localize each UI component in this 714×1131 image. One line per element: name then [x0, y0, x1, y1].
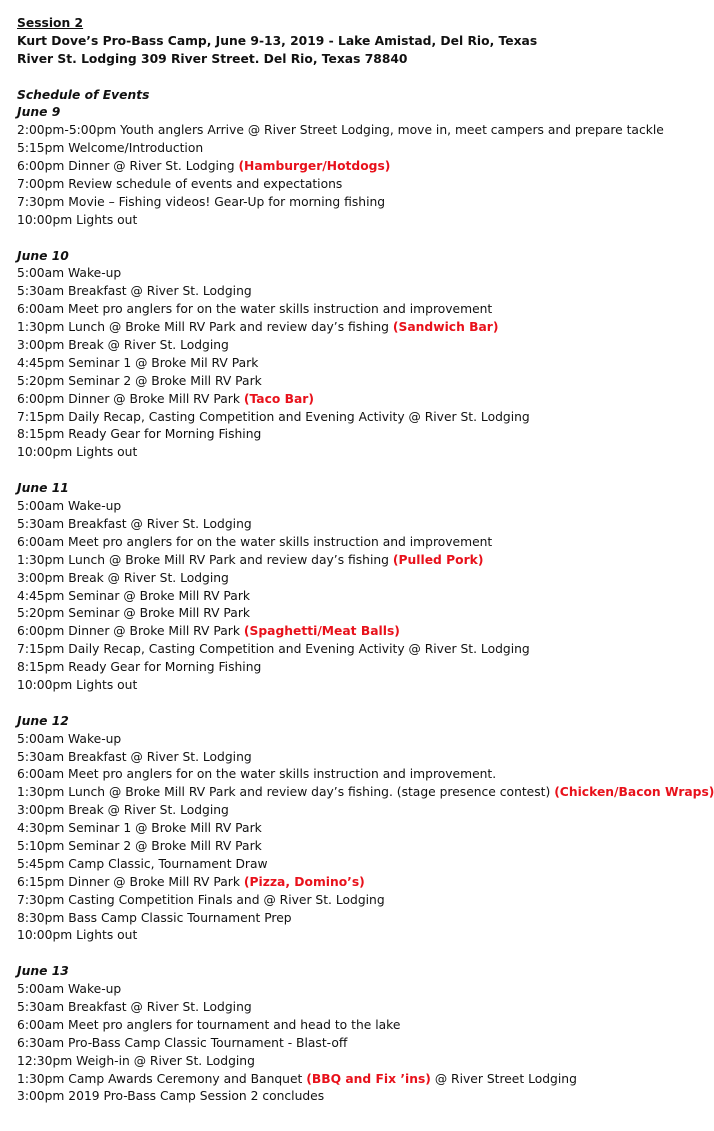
meal-highlight: (BBQ and Fix ’ins) — [306, 1071, 431, 1086]
spacer — [17, 69, 669, 87]
event-line — [17, 820, 669, 838]
event-line — [17, 605, 669, 623]
lodging-address: River St. Lodging 309 River Street. Del Rio, Texas 78840 — [17, 51, 408, 66]
event-text: 2:00pm-5:00pm Youth anglers Arrive @ River Street Lodging, move in, meet campers and prepare tackle — [17, 123, 664, 138]
event-line — [17, 552, 669, 570]
event-line — [17, 516, 669, 534]
event-text: 5:15pm Welcome/Introduction — [17, 141, 204, 156]
session-heading: Session 2 — [17, 16, 84, 30]
event-text: 1:30pm Lunch @ Broke Mill RV Park and review day’s fishing — [17, 320, 393, 335]
event-text: 5:30am Breakfast @ River St. Lodging — [17, 284, 252, 299]
event-line — [17, 874, 669, 892]
event-line — [17, 1088, 669, 1106]
event-text: 6:00pm Dinner @ Broke Mill RV Park — [17, 624, 244, 639]
schedule-title: Schedule of Events — [17, 87, 150, 102]
event-line — [17, 570, 669, 588]
schedule-days — [17, 104, 714, 1106]
event-line — [17, 337, 669, 355]
event-text: 8:15pm Ready Gear for Morning Fishing — [17, 427, 262, 442]
event-line — [17, 677, 669, 695]
event-line — [17, 426, 669, 444]
event-text: 6:00am Meet pro anglers for on the water skills instruction and improvement — [17, 534, 493, 549]
event-text: 5:20pm Seminar @ Broke Mill RV Park — [17, 606, 251, 621]
event-text: 5:30am Breakfast @ River St. Lodging — [17, 749, 252, 764]
event-text: 3:00pm Break @ River St. Lodging — [17, 570, 229, 585]
event-line — [17, 731, 669, 749]
event-line — [17, 856, 669, 874]
event-text: 5:00am Wake-up — [17, 731, 122, 746]
event-line — [17, 122, 669, 140]
day-label: June 9 — [17, 105, 61, 120]
event-text: 1:30pm Lunch @ Broke Mill RV Park and review day’s fishing. (stage presence contest) — [17, 785, 555, 800]
event-text: 6:00pm Dinner @ River St. Lodging — [17, 159, 239, 174]
meal-highlight: (Hamburger/Hotdogs) — [238, 159, 391, 174]
event-line — [17, 927, 669, 945]
event-line — [17, 784, 714, 802]
event-line — [17, 802, 669, 820]
event-text: 5:30am Breakfast @ River St. Lodging — [17, 516, 252, 531]
event-text: 7:15pm Daily Recap, Casting Competition and Evening Activity @ River St. Lodging — [17, 409, 530, 424]
event-text: 5:45pm Camp Classic, Tournament Draw — [17, 856, 268, 871]
event-text: 5:10pm Seminar 2 @ Broke Mill RV Park — [17, 838, 262, 853]
event-line — [17, 265, 669, 283]
event-text: 1:30pm Camp Awards Ceremony and Banquet — [17, 1071, 307, 1086]
event-text: 4:45pm Seminar @ Broke Mill RV Park — [17, 588, 251, 603]
event-text: 10:00pm Lights out — [17, 677, 138, 692]
event-line — [17, 999, 669, 1017]
spacer — [17, 462, 669, 480]
meal-highlight: (Chicken/Bacon Wraps) — [554, 785, 714, 800]
event-text: 5:00am Wake-up — [17, 266, 122, 281]
event-line — [17, 176, 669, 194]
event-line — [17, 910, 669, 928]
meal-highlight: (Sandwich Bar) — [392, 320, 499, 335]
event-line — [17, 355, 669, 373]
day-label: June 13 — [17, 964, 69, 979]
event-text: 3:00pm Break @ River St. Lodging — [17, 803, 229, 818]
spacer — [17, 695, 669, 713]
event-text: 8:15pm Ready Gear for Morning Fishing — [17, 660, 262, 675]
day-label: June 12 — [17, 713, 69, 728]
event-text: 4:30pm Seminar 1 @ Broke Mill RV Park — [17, 821, 262, 836]
spacer — [17, 945, 669, 963]
event-line — [17, 212, 669, 230]
event-text: 7:30pm Movie – Fishing videos! Gear-Up for morning fishing — [17, 194, 386, 209]
event-line — [17, 1053, 669, 1071]
event-text: 4:45pm Seminar 1 @ Broke Mil RV Park — [17, 355, 259, 370]
event-line — [17, 301, 669, 319]
event-text: 5:20pm Seminar 2 @ Broke Mill RV Park — [17, 373, 262, 388]
event-text: 1:30pm Lunch @ Broke Mill RV Park and review day’s fishing — [17, 552, 393, 567]
event-line — [17, 373, 669, 391]
event-line — [17, 140, 669, 158]
event-line — [17, 749, 669, 767]
event-line — [17, 444, 669, 462]
event-text: 6:00pm Dinner @ Broke Mill RV Park — [17, 391, 244, 406]
event-text: 8:30pm Bass Camp Classic Tournament Prep — [17, 910, 292, 925]
event-text: 5:00am Wake-up — [17, 982, 122, 997]
event-text: 6:15pm Dinner @ Broke Mill RV Park — [17, 874, 244, 889]
event-text: 10:00pm Lights out — [17, 445, 138, 460]
event-line — [17, 641, 669, 659]
event-text: 10:00pm Lights out — [17, 928, 138, 943]
day-label: June 10 — [17, 248, 69, 263]
meal-highlight: (Spaghetti/Meat Balls) — [243, 624, 400, 639]
event-text-suffix: @ River Street Lodging — [430, 1071, 577, 1086]
spacer — [17, 230, 669, 248]
event-line — [17, 158, 669, 176]
event-text: 6:00am Meet pro anglers for tournament and head to the lake — [17, 1017, 401, 1032]
event-line — [17, 319, 669, 337]
event-line — [17, 659, 669, 677]
event-text: 5:00am Wake-up — [17, 499, 122, 514]
event-text: 5:30am Breakfast @ River St. Lodging — [17, 999, 252, 1014]
event-line — [17, 391, 669, 409]
event-line — [17, 892, 669, 910]
event-line — [17, 981, 669, 999]
event-text: 6:00am Meet pro anglers for on the water skills instruction and improvement — [17, 302, 493, 317]
event-text: 7:30pm Casting Competition Finals and @ River St. Lodging — [17, 892, 385, 907]
event-line — [17, 1035, 669, 1053]
event-line — [17, 534, 669, 552]
event-text: 3:00pm Break @ River St. Lodging — [17, 338, 229, 353]
event-line — [17, 409, 669, 427]
event-text: 12:30pm Weigh-in @ River St. Lodging — [17, 1053, 255, 1068]
event-text: 7:00pm Review schedule of events and expectations — [17, 177, 343, 192]
event-line — [17, 1017, 669, 1035]
camp-title: Kurt Dove’s Pro-Bass Camp, June 9-13, 2019 - Lake Amistad, Del Rio, Texas — [17, 33, 538, 48]
event-text: 6:00am Meet pro anglers for on the water skills instruction and improvement. — [17, 767, 497, 782]
event-line — [17, 283, 669, 301]
event-line — [17, 498, 669, 516]
event-line — [17, 838, 669, 856]
event-line — [17, 194, 669, 212]
event-text: 6:30am Pro-Bass Camp Classic Tournament - Blast-off — [17, 1035, 348, 1050]
meal-highlight: (Pulled Pork) — [392, 552, 484, 567]
event-line — [17, 588, 669, 606]
event-text: 10:00pm Lights out — [17, 212, 138, 227]
meal-highlight: (Taco Bar) — [243, 391, 314, 406]
event-text: 3:00pm 2019 Pro-Bass Camp Session 2 concludes — [17, 1089, 325, 1104]
event-line — [17, 766, 669, 784]
event-text: 7:15pm Daily Recap, Casting Competition and Evening Activity @ River St. Lodging — [17, 642, 530, 657]
day-label: June 11 — [17, 481, 69, 496]
event-line — [17, 1071, 669, 1089]
meal-highlight: (Pizza, Domino’s) — [243, 874, 365, 889]
event-line — [17, 623, 669, 641]
